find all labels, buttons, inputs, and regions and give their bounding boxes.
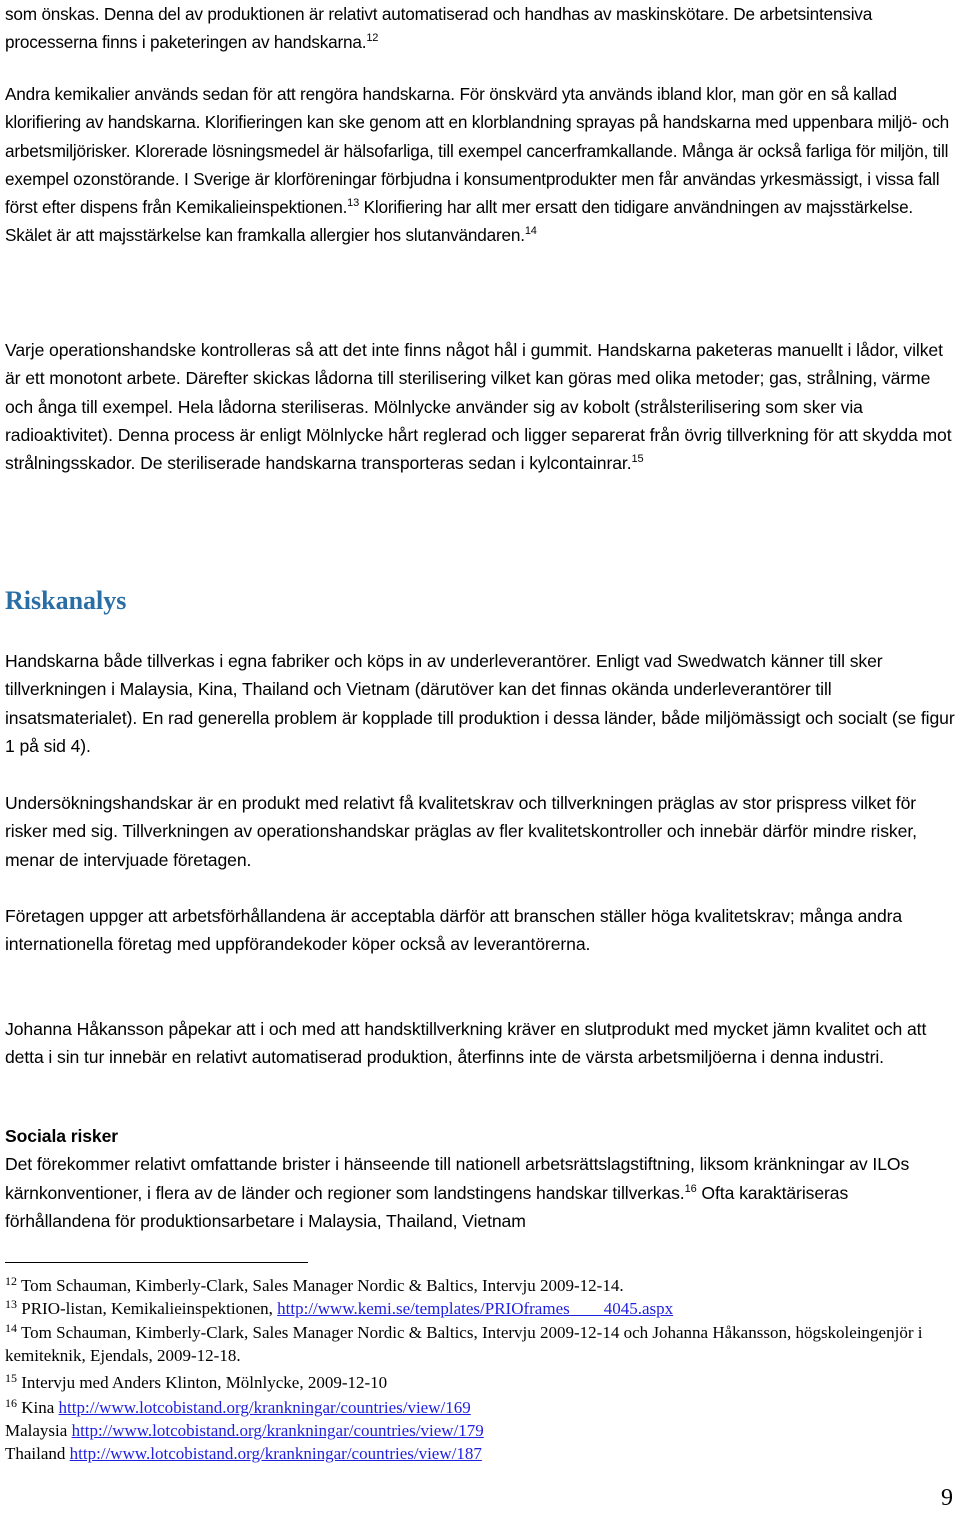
paragraph-sterilisation — [5, 336, 955, 477]
footnote-number: 14 — [5, 1321, 17, 1335]
footnote-text: Intervju med Anders Klinton, Mölnlycke, 2009-12-10 — [17, 1373, 388, 1392]
footnote-ref-14[interactable]: 14 — [524, 225, 537, 238]
footnote-text: Tom Schauman, Kimberly-Clark, Sales Manager Nordic & Baltics, Intervju 2009-12-14. — [17, 1276, 624, 1295]
paragraph-production — [5, 0, 955, 57]
footnote-ref-15[interactable]: 15 — [631, 453, 644, 466]
paragraph-text: Varje operationshandske kontrolleras så att det inte finns något hål i gummit. Handskarna paketeras manuellt i lådor, vilket är ett monotont arbete. Därefter skickas lådorna till sterilisering vilket kan göras med olika metoder; gas, strålning, värme och ånga till exempel. Hela lådorna steriliseras. Mölnlycke använder sig av kobolt (strålsterilisering som sker via radioaktivitet). Denna process är enligt Mölnlycke hårt reglerad och ligger separerat från övrig tillverkning för att skydda mot strålningsskador. De steriliserade handskarna transporteras sedan i kylcontainrar. — [5, 340, 952, 474]
footnote-divider — [5, 1262, 308, 1263]
footnote-number: 12 — [5, 1274, 17, 1288]
footnote-link[interactable]: http://www.kemi.se/templates/PRIOframes____4045.aspx — [277, 1299, 674, 1318]
paragraph-working-conditions: Företagen uppger att arbetsförhållandena är acceptabla därför att branschen ställer höga kvalitetskrav; många andra internationella företag med uppförandekoder köper också av leverantörerna. — [5, 906, 903, 955]
footnote-16 — [5, 1396, 955, 1465]
paragraph-suppliers: Handskarna både tillverkas i egna fabriker och köps in av underleverantörer. Enligt vad Swedwatch känner till sker tillverkningen i Malaysia, Kina, Thailand och Vietnam (därutöver kan det finnas okända underleverantörer till insatsmaterialet). En rad generella problem är kopplade till produktion i dessa länder, både miljömässigt och socialt (se figur 1 på sid 4). — [5, 651, 955, 756]
paragraph-text: som önskas. Denna del av produktionen är relativt automatiserad och handhas av maskinskötare. De arbetsintensiva processerna finns i paketeringen av handskarna. — [5, 4, 873, 53]
footnote-text: Tom Schauman, Kimberly-Clark, Sales Manager Nordic & Baltics, Intervju 2009-12-14 och Johanna Håkansson, högskoleingenjör i kemiteknik, Ejendals, 2009-12-18. — [5, 1323, 923, 1365]
footnote-link-malaysia[interactable]: http://www.lotcobistand.org/krankningar/countries/view/179 — [71, 1421, 484, 1440]
subheading-social-risks: Sociala risker — [5, 1126, 119, 1146]
footnote-label: Kina — [17, 1398, 59, 1417]
paragraph-examination-gloves: Undersökningshandskar är en produkt med relativt få kvalitetskrav och tillverkningen präglas av stor prispress vilket för risker med sig. Tillverkningen av operationshandskar präglas av fler kvalitetskontroller och innebär därför mindre risker, menar de intervjuade företagen. — [5, 793, 917, 870]
footnote-link-thailand[interactable]: http://www.lotcobistand.org/krankningar/countries/view/187 — [69, 1444, 482, 1463]
footnote-12 — [5, 1274, 955, 1297]
footnote-13 — [5, 1297, 955, 1320]
footnote-number: 15 — [5, 1371, 17, 1385]
footnote-link-kina[interactable]: http://www.lotcobistand.org/krankningar/countries/view/169 — [58, 1398, 471, 1417]
page-number: 9 — [941, 1485, 953, 1511]
footnote-ref-13[interactable]: 13 — [347, 197, 360, 210]
footnote-15 — [5, 1371, 955, 1394]
paragraph-social-risks — [5, 1122, 955, 1235]
paragraph-text: Andra kemikalier används sedan för att rengöra handskarna. För önskvärd yta används ibland klor, man gör en så kallad klorifiering av handskarna. Klorifieringen kan ske genom att en klorblandning sprayas på handskarna med uppenbara miljö- och arbetsmiljörisker. Klorerade lösningsmedel är hälsofarliga, till exempel cancerframkallande. Många är också farliga för miljön, till exempel ozonstörande. I Sverige är klorföreningar förbjudna i konsumentprodukter men får användas yrkesmässigt, i vissa fall först efter dispens från Kemikalieinspektionen. — [5, 84, 949, 218]
paragraph-text: Ofta karaktäriseras förhållandena för produktionsarbetare i Malaysia, Thailand, Vietnam — [5, 1182, 849, 1231]
paragraph-text: Det förekommer relativt omfattande brister i hänseende till nationell arbetsrättslagstiftning, liksom kränkningar av ILOs kärnkonventioner, i flera av de länder och regioner som landstingens handskar tillverkas. — [5, 1154, 910, 1203]
footnote-number: 13 — [5, 1297, 17, 1311]
footnote-number: 16 — [5, 1396, 17, 1410]
footnote-label: Malaysia — [5, 1421, 72, 1440]
footnote-ref-12[interactable]: 12 — [366, 32, 379, 45]
section-heading-riskanalys: Riskanalys — [5, 586, 127, 615]
paragraph-chlorination — [5, 80, 955, 250]
footnote-14 — [5, 1321, 955, 1367]
paragraph-text: Klorifiering har allt mer ersatt den tidigare användningen av majsstärkelse. Skälet är att majsstärkelse kan framkalla allergier hos slutanvändaren. — [5, 197, 914, 246]
paragraph-quality: Johanna Håkansson påpekar att i och med att handsktillverkning kräver en slutprodukt med mycket jämn kvalitet och att detta i sin tur innebär en relativt automatiserad produktion, återfinns inte de värsta arbetsmiljöerna i denna industri. — [5, 1019, 927, 1068]
footnote-label: Thailand — [5, 1444, 70, 1463]
footnote-ref-16[interactable]: 16 — [684, 1182, 697, 1195]
footnote-text: PRIO-listan, Kemikalieinspektionen, — [17, 1299, 278, 1318]
